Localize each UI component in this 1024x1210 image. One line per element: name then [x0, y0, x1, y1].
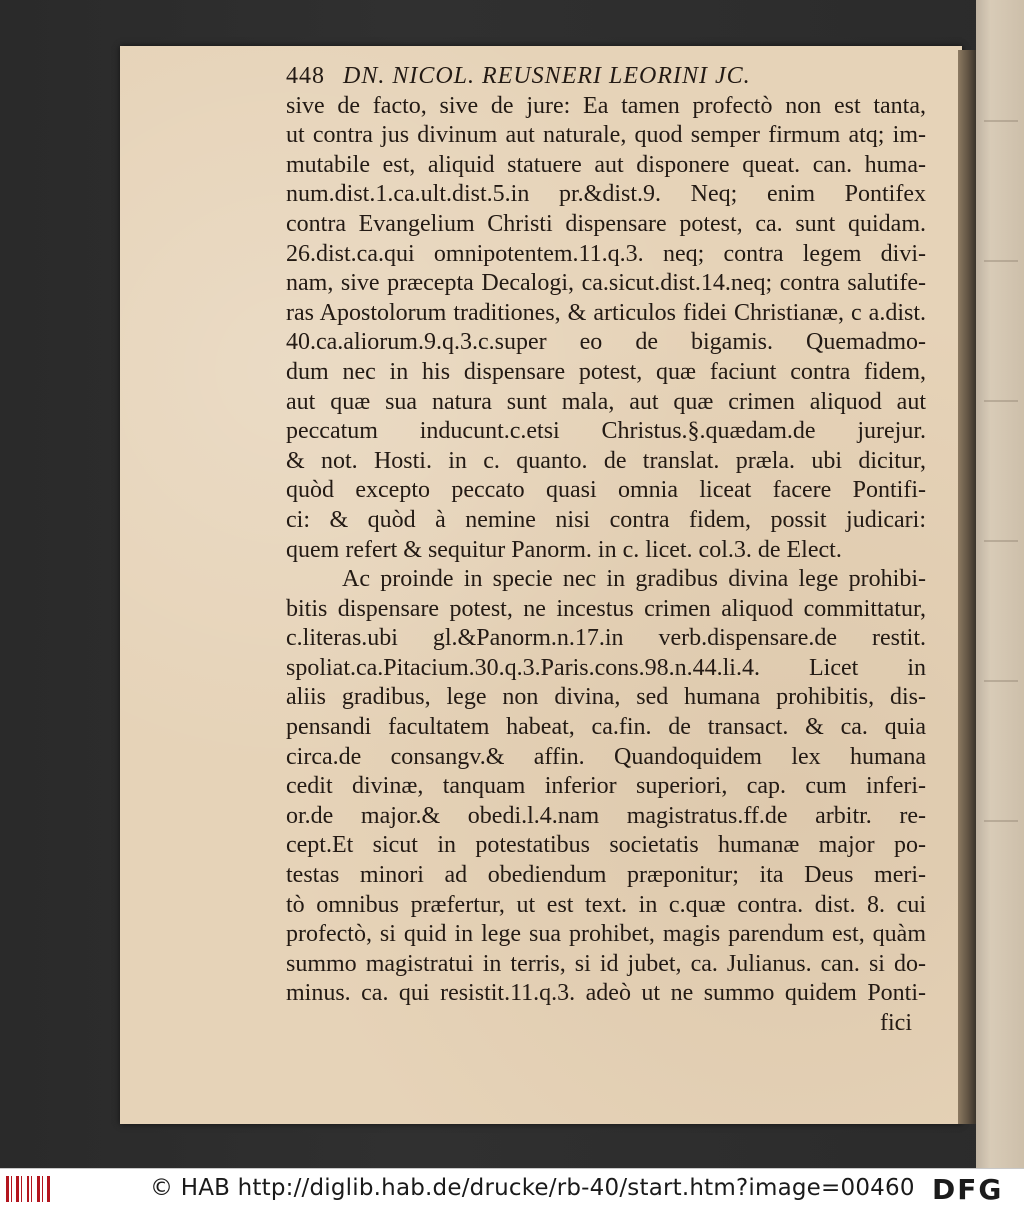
- page-edge: [958, 50, 976, 1124]
- text-line: cept.Et sicut in potestatibus societatis humanæ major po-: [286, 832, 926, 859]
- running-title: DN. NICOL. REUSNERI LEORINI JC.: [343, 63, 751, 89]
- text-line: tò omnibus præfertur, ut est text. in c.quæ contra. dist. 8. cui: [286, 891, 926, 918]
- text-line: bitis dispensare potest, ne incestus crimen aliquod committatur,: [286, 595, 926, 622]
- text-line: spoliat.ca.Pitacium.30.q.3.Paris.cons.98.n.44.li.4. Licet in: [286, 654, 926, 681]
- text-line: ut contra jus divinum aut naturale, quod semper firmum atq; im-: [286, 122, 926, 149]
- running-header: [286, 62, 926, 92]
- dfg-logo: DFG: [932, 1173, 1004, 1206]
- text-line: testas minori ad obediendum præponitur; ita Deus meri-: [286, 862, 926, 889]
- text-line: c.literas.ubi gl.&Panorm.n.17.in verb.dispensare.de restit.: [286, 625, 926, 652]
- text-line: minus. ca. qui resistit.11.q.3. adeò ut ne summo quidem Ponti-: [286, 980, 926, 1007]
- footer-bar: [0, 1168, 1024, 1210]
- text-line: aliis gradibus, lege non divina, sed humana prohibitis, dis-: [286, 684, 926, 711]
- text-line: ras Apostolorum traditiones, & articulos fidei Christianæ, c a.dist.: [286, 299, 926, 326]
- text-line: 26.dist.ca.qui omnipotentem.11.q.3. neq; contra legem divi-: [286, 240, 926, 267]
- page-text: [286, 62, 926, 1039]
- text-line: summo magistratui in terris, si id jubet, ca. Julianus. can. si do-: [286, 950, 926, 977]
- text-line: quem refert & sequitur Panorm. in c. licet. col.3. de Elect.: [286, 536, 842, 563]
- text-line: 40.ca.aliorum.9.q.3.c.super eo de bigamis. Quemadmo-: [286, 329, 926, 356]
- text-line: profectò, si quid in lege sua prohibet, magis parendum est, quàm: [286, 921, 926, 948]
- text-line: aut quæ sua natura sunt mala, aut quæ crimen aliquod aut: [286, 388, 926, 415]
- text-line: mutabile est, aliquid statuere aut disponere queat. can. huma-: [286, 151, 926, 178]
- catchword: fici: [880, 1010, 912, 1036]
- text-line: ci: & quòd à nemine nisi contra fidem, possit judicari:: [286, 506, 926, 533]
- text-line: pensandi facultatem habeat, ca.fin. de transact. & ca. quia: [286, 714, 926, 741]
- text-line: sive de facto, sive de jure: Ea tamen profectò non est tanta,: [286, 92, 926, 119]
- text-line: circa.de consangv.& affin. Quandoquidem lex humana: [286, 743, 926, 770]
- paragraph-1: [286, 92, 926, 566]
- text-line: or.de major.& obedi.l.4.nam magistratus.ff.de arbitr. re-: [286, 802, 926, 829]
- text-line: dum nec in his dispensare potest, quæ faciunt contra fidem,: [286, 358, 926, 385]
- text-line: nam, sive præcepta Decalogi, ca.sicut.dist.14.neq; contra salutife-: [286, 270, 926, 297]
- text-line: quòd excepto peccato quasi omnia liceat facere Pontifi-: [286, 477, 926, 504]
- text-line: contra Evangelium Christi dispensare potest, ca. sunt quidam.: [286, 210, 926, 237]
- text-line: peccatum inducunt.c.etsi Christus.§.quædam.de jurejur.: [286, 418, 926, 445]
- text-line: Ac proinde in specie nec in gradibus divina lege prohibi-: [342, 566, 926, 593]
- adjacent-page: [976, 0, 1024, 1168]
- hab-barcode-logo-icon: [6, 1176, 50, 1202]
- text-line: cedit divinæ, tanquam inferior superiori, cap. cum inferi-: [286, 773, 926, 800]
- page-number: 448: [286, 63, 325, 89]
- paragraph-2: [286, 565, 926, 1009]
- text-line: & not. Hosti. in c. quanto. de translat. præla. ubi dicitur,: [286, 447, 926, 474]
- text-line: num.dist.1.ca.ult.dist.5.in pr.&dist.9. Neq; enim Pontifex: [286, 181, 926, 208]
- copyright-url[interactable]: © HAB http://diglib.hab.de/drucke/rb-40/start.htm?image=00460: [150, 1175, 915, 1201]
